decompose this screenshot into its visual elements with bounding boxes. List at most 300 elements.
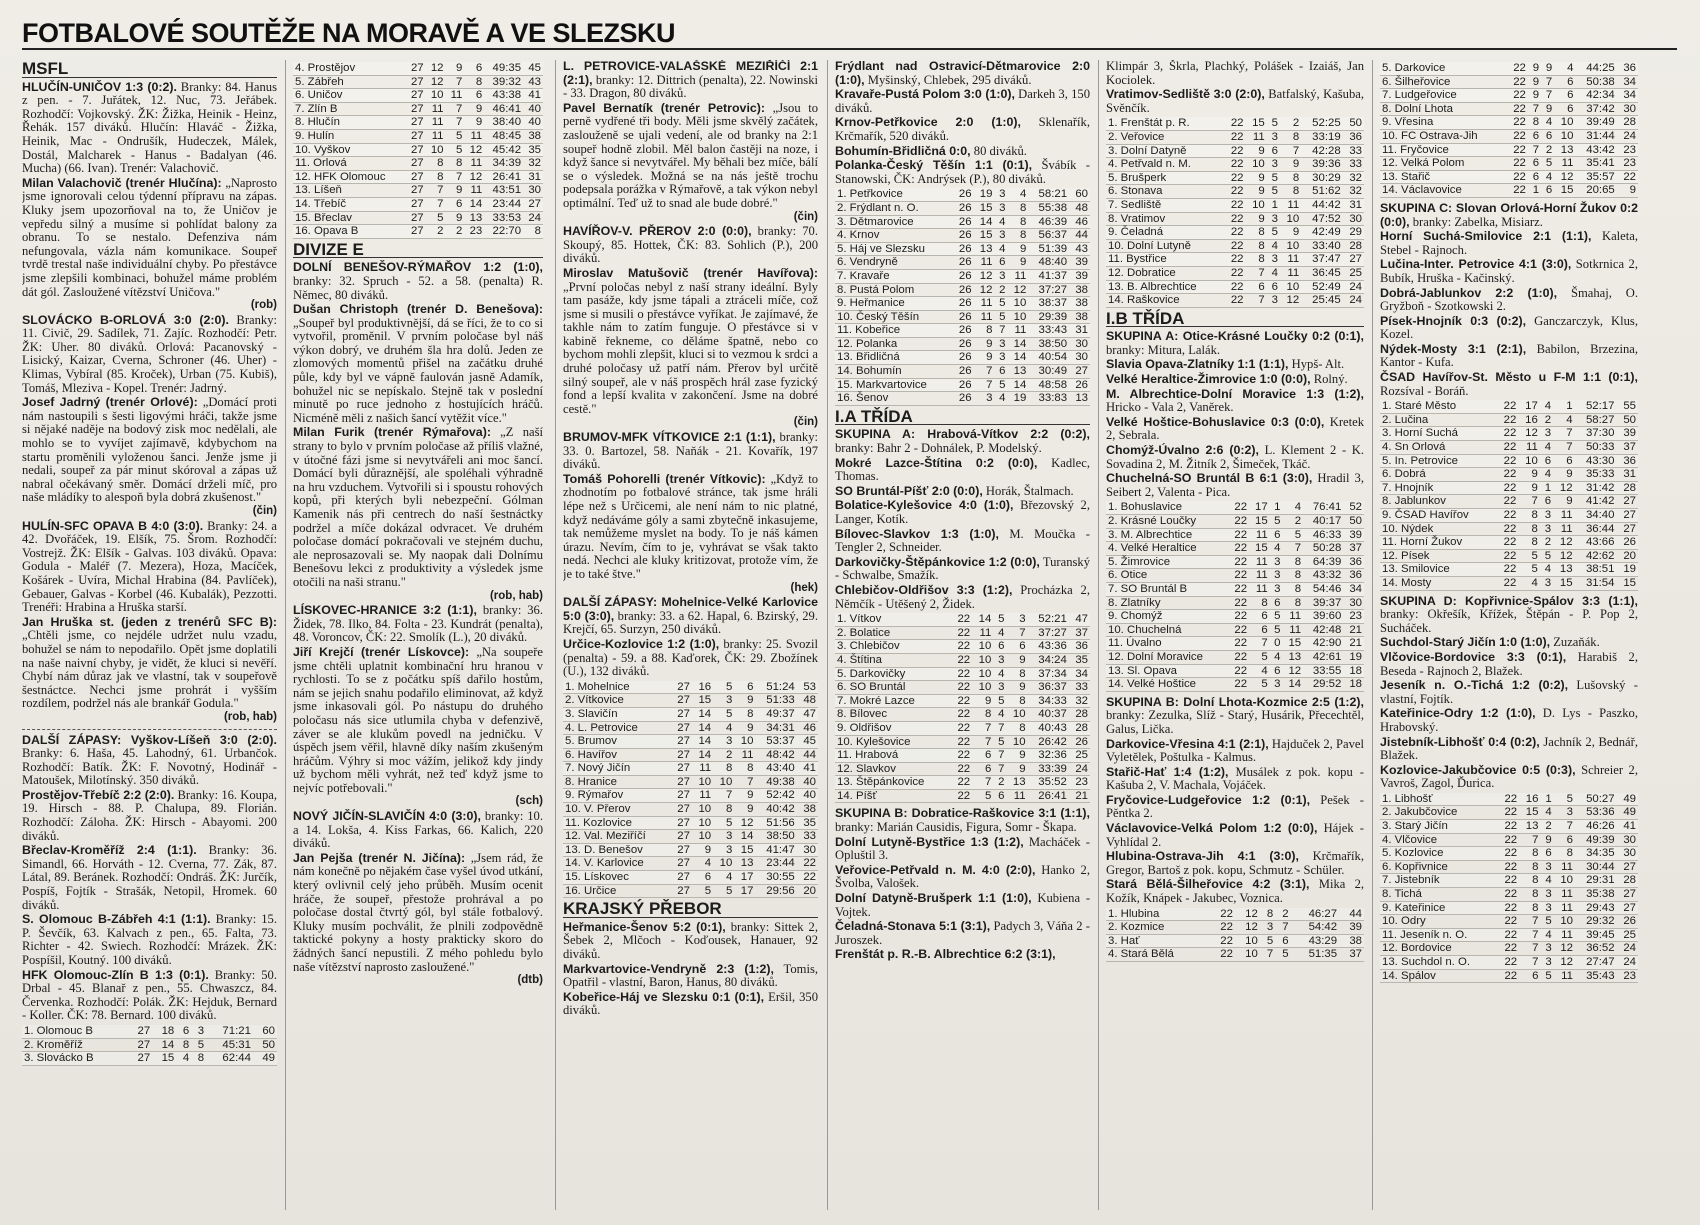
match-report xyxy=(1380,651,1638,678)
stat-cell: 22 xyxy=(951,776,972,790)
stat-cell: 22 xyxy=(951,749,972,763)
stat-cell: 39 xyxy=(1339,921,1364,935)
stat-cell: 22 xyxy=(951,694,972,708)
stat-cell: 40 xyxy=(523,116,543,130)
team-name: 2. Vítkovice xyxy=(563,694,671,708)
stat-cell: 27 xyxy=(1343,253,1364,267)
stat-cell: 7 xyxy=(1283,542,1304,556)
stat-cell: 11 xyxy=(974,297,995,311)
stat-cell: 42:28 xyxy=(1301,144,1342,158)
stat-cell: 60 xyxy=(253,1025,277,1038)
stat-cell: 10 xyxy=(1235,934,1260,948)
stat-cell: 7 xyxy=(1260,948,1275,962)
team-name: 6. Šilheřovice xyxy=(1380,75,1507,89)
stat-cell: 43:42 xyxy=(1575,143,1616,157)
stat-cell: 12 xyxy=(974,269,995,283)
table-row xyxy=(1380,102,1638,116)
stat-cell: 26 xyxy=(1069,735,1090,749)
team-name: 1. Bohuslavice xyxy=(1106,501,1228,514)
stat-cell: 26 xyxy=(953,365,974,379)
match-report xyxy=(1106,850,1364,877)
stat-cell: 26:42 xyxy=(1028,735,1069,749)
stat-cell: 9 xyxy=(1541,102,1554,116)
stat-cell: 33:40 xyxy=(1301,239,1342,253)
stat-cell: 30 xyxy=(523,184,543,198)
stat-cell: 8 xyxy=(1006,694,1027,708)
stat-cell: 6 xyxy=(1275,934,1290,948)
team-name: 9. Oldřišov xyxy=(835,721,951,735)
stat-cell: 26:41 xyxy=(484,170,523,184)
stat-cell: 49:37 xyxy=(755,707,796,721)
table-row xyxy=(1106,555,1364,569)
match-headline: Břeclav-Kroměříž 2:4 (1:1). xyxy=(22,843,197,858)
team-name: 15. Markvartovice xyxy=(835,378,953,392)
stat-cell: 5 xyxy=(993,694,1006,708)
stat-cell: 36 xyxy=(1616,454,1638,468)
stat-cell: 7 xyxy=(1553,441,1574,455)
stat-cell: 12 xyxy=(974,283,995,297)
stat-cell: 6 xyxy=(1554,102,1575,116)
stat-cell: 27 xyxy=(671,707,692,721)
report-text: Hricko - Vala 2, Vaněrek. xyxy=(1106,400,1234,415)
stat-cell: 28 xyxy=(1069,721,1090,735)
stat-cell: 8 xyxy=(191,1052,206,1066)
stat-cell: 4 xyxy=(993,708,1006,722)
team-name: 3. M. Albrechtice xyxy=(1106,528,1228,542)
stat-cell: 41:37 xyxy=(1028,269,1069,283)
stat-cell: 44 xyxy=(797,748,818,762)
stat-cell: 4 xyxy=(1267,266,1280,280)
stat-cell: 27 xyxy=(1617,901,1638,915)
stat-cell: 58:27 xyxy=(1575,413,1617,427)
stat-cell: 32 xyxy=(1343,171,1364,185)
stat-cell: 6 xyxy=(1541,129,1554,143)
stat-cell: 3 xyxy=(1540,901,1553,915)
stat-cell: 21 xyxy=(1069,789,1090,803)
stat-cell: 46:33 xyxy=(1303,528,1343,542)
match-report xyxy=(293,852,543,988)
team-name: 10. V. Přerov xyxy=(563,803,671,817)
match-headline: Veřovice-Petřvald n. M. 4:0 (2:0), xyxy=(835,862,1036,877)
table-row xyxy=(1106,623,1364,637)
stat-cell: 9 xyxy=(1280,226,1301,240)
stat-cell: 15 xyxy=(1249,515,1270,529)
stat-cell: 33 xyxy=(797,830,818,844)
stat-cell: 19 xyxy=(1007,392,1028,406)
team-name: 11. Hrabová xyxy=(835,749,951,763)
stat-cell: 22 xyxy=(951,613,972,626)
team-name: 13. Štěpánkovice xyxy=(835,776,951,790)
stat-cell: 30 xyxy=(1343,212,1364,226)
author-initials: (sch) xyxy=(515,795,543,808)
match-report xyxy=(22,396,277,518)
match-headline: Vratimov-Sedliště 3:0 (2:0), xyxy=(1106,87,1265,102)
standings-table xyxy=(1380,793,1638,983)
stat-cell: 6 xyxy=(446,197,465,211)
stat-cell: 7 xyxy=(1553,427,1574,441)
stat-cell: 10 xyxy=(1280,212,1301,226)
team-name: 13. D. Benešov xyxy=(563,843,671,857)
stat-cell: 21 xyxy=(1343,623,1364,637)
match-report xyxy=(563,60,818,101)
match-report xyxy=(293,261,543,302)
stat-cell: 52:49 xyxy=(1301,280,1342,294)
team-name: 3. Slavičín xyxy=(563,707,671,721)
stat-cell: 26 xyxy=(1069,378,1090,392)
team-name: 13. Břidličná xyxy=(835,351,953,365)
match-report xyxy=(1380,202,1638,229)
stat-cell: 27 xyxy=(671,748,692,762)
standings-table xyxy=(1106,908,1364,962)
team-name: 2. Veřovice xyxy=(1106,130,1224,144)
stat-cell: 11 xyxy=(1280,253,1301,267)
stat-cell: 8 xyxy=(1519,860,1540,874)
match-headline: Stařič-Hať 1:4 (1:2), xyxy=(1106,764,1229,779)
team-name: 6. Havířov xyxy=(563,748,671,762)
match-report xyxy=(835,920,1090,947)
report-text: branky: Marián Causidis, Figura, Somr - Škapa. xyxy=(835,820,1077,835)
team-name: 16. Šenov xyxy=(835,392,953,406)
team-name: 7. Ludgeřovice xyxy=(1380,89,1507,103)
match-report xyxy=(1106,822,1364,849)
table-row xyxy=(563,762,818,776)
match-report xyxy=(835,807,1090,834)
stat-cell: 3 xyxy=(1270,678,1283,692)
stat-cell: 3 xyxy=(1554,806,1575,820)
stat-cell: 22 xyxy=(1497,549,1518,563)
section-heading: DIVIZE E xyxy=(293,243,543,259)
stat-cell: 9 xyxy=(1280,158,1301,172)
stat-cell: 25:45 xyxy=(1301,294,1342,308)
stat-cell: 1 xyxy=(1540,481,1553,495)
team-name: 3. Starý Jičín xyxy=(1380,820,1498,834)
match-headline: Dobrá-Jablunkov 2:2 (1:0), xyxy=(1380,285,1558,300)
stat-cell: 4 xyxy=(1541,116,1554,130)
stat-cell: 50 xyxy=(1343,117,1364,130)
match-report xyxy=(1106,738,1364,765)
report-text: branky: 12. Dittrich (penalta), 22. Nowinski - 33. Dragon, 80 diváků. xyxy=(563,72,818,101)
team-name: 6. SO Bruntál xyxy=(835,681,951,695)
stat-cell: 36:37 xyxy=(1028,681,1069,695)
match-headline: BRUMOV-MFK VÍTKOVICE 2:1 (1:1), xyxy=(563,430,776,445)
stat-cell: 3 xyxy=(1267,130,1280,144)
stat-cell: 37:47 xyxy=(1301,253,1342,267)
stat-cell: 22 xyxy=(951,762,972,776)
team-name: 5. Darkovice xyxy=(1380,62,1507,75)
table-row xyxy=(293,116,543,130)
stat-cell: 25 xyxy=(1617,928,1638,942)
stat-cell: 3 xyxy=(1540,427,1553,441)
stat-cell: 8 xyxy=(713,803,734,817)
stat-cell: 15 xyxy=(974,201,995,215)
stat-cell: 28 xyxy=(1069,708,1090,722)
match-headline: Bolatice-Kylešovice 4:0 (1:0), xyxy=(835,498,1014,513)
stat-cell: 6 xyxy=(1528,157,1541,171)
table-row xyxy=(1380,116,1638,130)
table-row xyxy=(835,626,1090,640)
stat-cell: 10 xyxy=(1007,310,1028,324)
stat-cell: 7 xyxy=(974,378,995,392)
match-headline: Josef Jadrný (trenér Orlové): xyxy=(22,395,198,410)
stat-cell: 22 xyxy=(1228,501,1249,514)
stat-cell: 51:33 xyxy=(755,694,796,708)
stat-cell: 4 xyxy=(993,667,1006,681)
team-name: 15. Břeclav xyxy=(293,211,406,225)
stat-cell: 11 xyxy=(1283,623,1304,637)
team-name: 1. Petřkovice xyxy=(835,188,953,201)
stat-cell: 46:41 xyxy=(484,102,523,116)
report-text: M. Moučka - Tengler 2, Schneider. xyxy=(835,526,1090,555)
stat-cell: 36:52 xyxy=(1575,942,1617,956)
column-2 xyxy=(293,60,543,1210)
stat-cell: 11 xyxy=(1554,901,1575,915)
team-name: 9. Kateřinice xyxy=(1380,901,1498,915)
team-name: 16. Určice xyxy=(563,884,671,898)
team-name: 10. Kylešovice xyxy=(835,735,951,749)
stat-cell: 48:40 xyxy=(1028,256,1069,270)
stat-cell: 9 xyxy=(734,694,755,708)
stat-cell: 49 xyxy=(1617,793,1638,806)
report-text: Sotkrnica 2, Bubík, Hruška - Kačinský. xyxy=(1380,257,1638,285)
stat-cell: 50 xyxy=(253,1038,277,1052)
team-name: 6. Dobrá xyxy=(1380,468,1497,482)
team-name: 1. Libhošť xyxy=(1380,793,1498,806)
stat-cell: 15 xyxy=(1554,184,1575,198)
team-name: 12. Dolní Moravice xyxy=(1106,650,1228,664)
stat-cell: 39:60 xyxy=(1303,610,1343,624)
stat-cell: 51:56 xyxy=(755,816,796,830)
stat-cell: 5 xyxy=(446,143,465,157)
table-row xyxy=(835,708,1090,722)
stat-cell: 10 xyxy=(972,681,993,695)
table-row xyxy=(1106,569,1364,583)
stat-cell: 22 xyxy=(1507,170,1528,184)
table-row xyxy=(835,613,1090,626)
stat-cell: 6 xyxy=(1553,454,1574,468)
match-headline: SKUPINA C: Slovan Orlová-Horní Žukov 0:2 (0:0), xyxy=(1380,200,1638,229)
stat-cell: 5 xyxy=(1540,915,1553,929)
stat-cell: 27 xyxy=(671,803,692,817)
stat-cell: 6 xyxy=(1554,75,1575,89)
table-row xyxy=(563,707,818,721)
stat-cell: 6 xyxy=(1540,847,1553,861)
report-text: Krčmařík, Gregor, Bartoš z pok. kopu, Schmutz - Schüler. xyxy=(1106,849,1364,877)
stat-cell: 34:33 xyxy=(1028,694,1069,708)
stat-cell: 39 xyxy=(1616,427,1638,441)
report-text: Musálek z pok. kopu - Kašuba 2, V. Machala, Vojáček. xyxy=(1106,764,1364,793)
stat-cell: 26 xyxy=(953,378,974,392)
report-text: Branky: 84. Hanus z pen. - 7. Juřátek, 12. Nuc, 73. Jeřábek. Rozhodčí: Vojkovský. ŽK: Žižka, Heinik - Heinz, Řehák. 157 diváků. Hlučín: Hlaváč - Žižka, Heinik, Mac - Ondrušík, Hudeczek, Málek, Dostál, Malcharek - Hanus - Badalyan (46. Mucha) (66. Ivan). Trenér: Valachovič. xyxy=(22,79,277,176)
stat-cell: 13 xyxy=(974,242,995,256)
stat-cell: 9 xyxy=(974,337,995,351)
stat-cell: 22 xyxy=(1228,678,1249,692)
stat-cell: 4 xyxy=(1267,239,1280,253)
stat-cell: 26 xyxy=(953,269,974,283)
stat-cell: 54:46 xyxy=(1303,582,1343,596)
table-row xyxy=(1380,536,1638,550)
stat-cell: 5 xyxy=(1518,549,1539,563)
stat-cell: 5 xyxy=(1540,969,1553,983)
stat-cell: 10 xyxy=(692,830,713,844)
match-headline: Václavovice-Velká Polom 1:2 (0:0), xyxy=(1106,821,1318,836)
match-headline: DOLNÍ BENEŠOV-RÝMAŘOV 1:2 (1:0), xyxy=(293,260,543,275)
stat-cell: 8 xyxy=(1519,847,1540,861)
stat-cell: 40:42 xyxy=(755,803,796,817)
stat-cell: 48:42 xyxy=(755,748,796,762)
table-row xyxy=(1106,171,1364,185)
stat-cell: 12 xyxy=(1280,294,1301,308)
stat-cell: 22 xyxy=(1210,921,1235,935)
stat-cell: 2 xyxy=(1540,536,1553,550)
team-name: 3. Dětmarovice xyxy=(835,215,953,229)
stat-cell: 7 xyxy=(446,116,465,130)
stat-cell: 5 xyxy=(1267,226,1280,240)
page-headline: FOTBALOVÉ SOUTĚŽE NA MORAVĚ A VE SLEZSKU xyxy=(22,18,676,48)
match-report xyxy=(835,499,1090,526)
match-headline: Heřmanice-Šenov 5:2 (0:1), xyxy=(563,919,726,934)
table-row xyxy=(1380,969,1638,983)
report-text: Procházka 2, Němčík - Utěšený 2, Židek. xyxy=(835,582,1090,611)
stat-cell: 24 xyxy=(1343,280,1364,294)
team-name: 9. Rýmařov xyxy=(563,789,671,803)
stat-cell: 39:36 xyxy=(1301,158,1342,172)
team-name: 14. V. Karlovice xyxy=(563,857,671,871)
table-row xyxy=(1380,522,1638,536)
match-report xyxy=(1380,736,1638,763)
stat-cell: 9 xyxy=(1528,62,1541,75)
stat-cell: 7 xyxy=(1519,956,1540,970)
stat-cell: 10 xyxy=(426,89,446,103)
stat-cell: 71:21 xyxy=(206,1025,253,1038)
table-row xyxy=(835,721,1090,735)
stat-cell: 22 xyxy=(1497,509,1518,523)
stat-cell: 32 xyxy=(1069,694,1090,708)
stat-cell: 28 xyxy=(1617,874,1638,888)
match-report xyxy=(563,473,818,595)
stat-cell: 26 xyxy=(953,256,974,270)
team-name: 10. Vyškov xyxy=(293,143,406,157)
table-row xyxy=(835,269,1090,283)
stat-cell: 32 xyxy=(523,157,543,171)
match-report xyxy=(1106,766,1364,793)
stat-cell: 27 xyxy=(671,762,692,776)
match-report xyxy=(1106,373,1364,387)
stat-cell: 11 xyxy=(1554,969,1575,983)
stat-cell: 50 xyxy=(1343,515,1364,529)
stat-cell: 4 xyxy=(1540,806,1553,820)
stat-cell: 43:30 xyxy=(1575,454,1617,468)
report-text: branky: Okřešík, Křížek, Štěpán - P. Pop 2, Sucháček. xyxy=(1380,607,1638,635)
team-name: 5. Žimrovice xyxy=(1106,555,1228,569)
stat-cell: 37 xyxy=(1616,441,1638,455)
stat-cell: 30 xyxy=(1617,102,1638,116)
stat-cell: 44:25 xyxy=(1575,62,1616,75)
stat-cell: 11 xyxy=(1554,157,1575,171)
stat-cell: 27 xyxy=(406,170,426,184)
stat-cell: 11 xyxy=(974,256,995,270)
team-name: 5. Háj ve Slezsku xyxy=(835,242,953,256)
stat-cell: 9 xyxy=(974,351,995,365)
team-name: 10. Dolní Lutyně xyxy=(1106,239,1224,253)
section-heading: MSFL xyxy=(22,62,277,78)
stat-cell: 8 xyxy=(1280,171,1301,185)
stat-cell: 36:44 xyxy=(1575,522,1617,536)
team-name: 5. In. Petrovice xyxy=(1380,454,1497,468)
stat-cell: 62:44 xyxy=(206,1052,253,1066)
stat-cell: 9 xyxy=(1006,681,1027,695)
team-name: 5. Zábřeh xyxy=(293,75,406,89)
table-row xyxy=(835,694,1090,708)
stat-cell: 27 xyxy=(671,789,692,803)
stat-cell: 4 xyxy=(1540,928,1553,942)
team-name: 6. Kopřivnice xyxy=(1380,860,1498,874)
stat-cell: 22 xyxy=(1497,400,1518,413)
stat-cell: 39:49 xyxy=(1575,116,1616,130)
match-headline: SO Bruntál-Píšť 2:0 (0:0), xyxy=(835,483,983,498)
report-text: branky: Mitura, Lalák. xyxy=(1106,342,1221,357)
table-row xyxy=(293,89,543,103)
match-headline: Prostějov-Třebíč 2:2 (2:0). xyxy=(22,787,175,802)
table-row xyxy=(1106,582,1364,596)
stat-cell: 27 xyxy=(671,871,692,885)
team-name: 15. Lískovec xyxy=(563,871,671,885)
team-name: 14. Velké Hoštice xyxy=(1106,678,1228,692)
team-name: 11. Bystřice xyxy=(1106,253,1224,267)
stat-cell: 33:19 xyxy=(1301,130,1342,144)
stat-cell: 8 xyxy=(713,762,734,776)
stat-cell: 16 xyxy=(1518,413,1539,427)
table-row xyxy=(1380,75,1638,89)
stat-cell: 3 xyxy=(1540,942,1553,956)
match-report xyxy=(835,584,1090,611)
headline-rule xyxy=(22,48,1677,50)
stat-cell: 9 xyxy=(464,102,484,116)
stat-cell: 36:45 xyxy=(1301,266,1342,280)
table-row xyxy=(563,830,818,844)
report-text: Myšinský, Chlebek, 295 diváků. xyxy=(864,72,1032,87)
stat-cell: 16 xyxy=(692,681,713,694)
stat-cell: 36 xyxy=(1617,62,1638,75)
team-name: 12. Velká Polom xyxy=(1380,157,1507,171)
stat-cell: 24 xyxy=(1617,956,1638,970)
match-report xyxy=(835,159,1090,186)
stat-cell: 41 xyxy=(797,762,818,776)
stat-cell: 4 xyxy=(1518,576,1539,590)
stat-cell: 8 xyxy=(1245,253,1266,267)
stat-cell: 30 xyxy=(1617,847,1638,861)
stat-cell: 2 xyxy=(1275,908,1290,921)
column-5 xyxy=(1106,60,1364,1210)
table-row xyxy=(835,365,1090,379)
stat-cell: 33 xyxy=(1343,144,1364,158)
stat-cell: 29:32 xyxy=(1575,915,1617,929)
stat-cell: 22 xyxy=(951,735,972,749)
table-row xyxy=(1380,563,1638,577)
stat-cell: 6 xyxy=(1528,170,1541,184)
column-3 xyxy=(563,60,818,1210)
table-row xyxy=(835,735,1090,749)
stat-cell: 35:52 xyxy=(1028,776,1069,790)
stat-cell: 9 xyxy=(1007,242,1028,256)
stat-cell: 24 xyxy=(1617,942,1638,956)
table-row xyxy=(835,188,1090,201)
stat-cell: 39:32 xyxy=(484,75,523,89)
team-name: 8. Pustá Polom xyxy=(835,283,953,297)
stat-cell: 3 xyxy=(1270,569,1283,583)
stat-cell: 7 xyxy=(993,721,1006,735)
stat-cell: 5 xyxy=(191,1038,206,1052)
team-name: 2. Lučina xyxy=(1380,413,1497,427)
